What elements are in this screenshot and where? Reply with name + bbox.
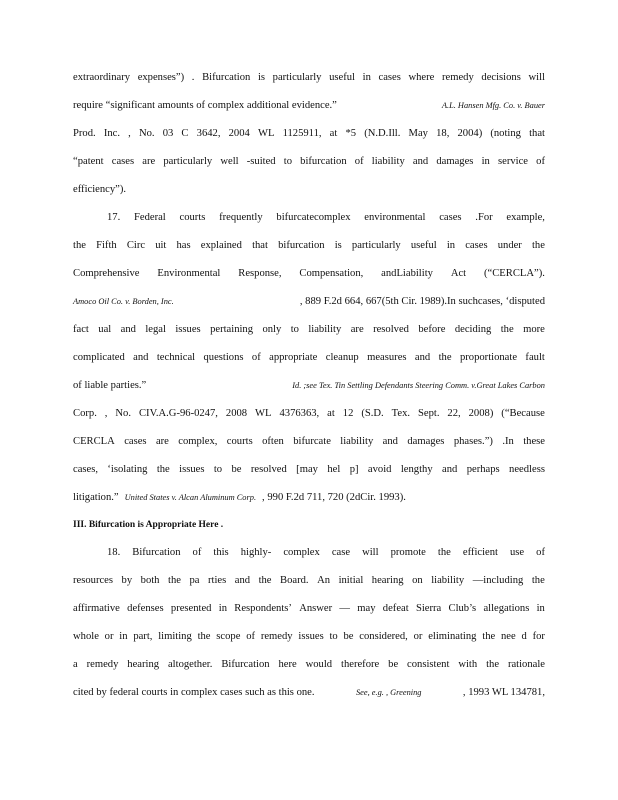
word: -suited <box>246 156 276 167</box>
word: these <box>523 436 545 447</box>
word: useful <box>329 72 355 83</box>
word: “patent <box>73 156 104 167</box>
word: that <box>252 240 268 251</box>
case-citation: See, e.g. , Greening <box>355 688 422 697</box>
word: needless <box>509 464 545 475</box>
word: the <box>531 240 545 251</box>
word: remedy <box>86 659 119 670</box>
word: case <box>331 547 351 558</box>
word: deciding <box>454 324 492 335</box>
word: cleanup <box>325 352 359 363</box>
word: cases <box>439 212 462 223</box>
word: Bifurcation <box>221 659 270 670</box>
text-line <box>73 266 545 282</box>
word: pa <box>189 575 200 586</box>
word: [may <box>296 464 318 475</box>
word: Fifth <box>96 240 117 251</box>
word: be <box>343 631 354 642</box>
word: liability <box>340 436 374 447</box>
word: (noting <box>490 128 521 139</box>
word: particularly <box>272 72 322 83</box>
word: expenses”) <box>137 72 185 83</box>
word: Respondents’ <box>234 603 292 614</box>
word: 18, <box>436 128 450 139</box>
word: and <box>120 324 136 335</box>
word: and <box>412 156 429 167</box>
word: defenses <box>127 603 164 614</box>
word: the <box>197 631 211 642</box>
word: be <box>231 464 242 475</box>
word: questions <box>203 352 244 363</box>
word: altogether. <box>167 659 213 670</box>
text-line <box>73 238 545 254</box>
word: andLiability <box>381 268 433 279</box>
word: Bifurcation <box>132 547 181 558</box>
word: uit <box>155 240 167 251</box>
word: liability <box>371 156 405 167</box>
word: may <box>357 603 376 614</box>
word: the <box>500 324 514 335</box>
word: cases <box>124 436 147 447</box>
word: cases <box>378 72 401 83</box>
word: and <box>442 464 458 475</box>
word: extraordinary <box>73 72 131 83</box>
word: avoid <box>367 464 392 475</box>
word: with <box>458 659 478 670</box>
word: cases, <box>73 464 98 475</box>
word: Club’s <box>448 603 477 614</box>
word: in <box>446 240 456 251</box>
word: hel <box>327 464 341 475</box>
word: . <box>191 72 195 83</box>
word: well <box>220 156 239 167</box>
word: will <box>528 72 545 83</box>
word: and <box>133 352 149 363</box>
section-heading-text: III. Bifurcation is Appropriate Here . <box>73 520 224 530</box>
word: and <box>382 436 398 447</box>
word: service <box>498 156 528 167</box>
word: 2004) <box>457 128 483 139</box>
paragraph-18-start <box>107 545 545 561</box>
word: 1125911, <box>282 128 322 139</box>
word: resolved <box>250 464 287 475</box>
word: An <box>317 575 331 586</box>
word: presented <box>170 603 212 614</box>
word: the <box>258 575 272 586</box>
text-run: , 889 F.2d 664, 667(5th Cir. 1989).In suchcases, ‘disputed <box>299 296 545 307</box>
word: fact <box>73 324 89 335</box>
text-line <box>73 490 545 506</box>
text-line <box>73 154 545 170</box>
word: and <box>234 575 251 586</box>
word: has <box>176 240 191 251</box>
word: under <box>497 240 522 251</box>
word: at <box>329 128 338 139</box>
word: are <box>350 324 364 335</box>
word: eliminating <box>428 631 477 642</box>
word: of <box>246 631 256 642</box>
word: pertaining <box>210 324 254 335</box>
word: Federal <box>133 212 166 223</box>
word: .In <box>502 436 514 447</box>
word: here <box>278 659 297 670</box>
text-run: , 990 F.2d 711, 720 (2dCir. 1993). <box>262 492 406 503</box>
word: ual <box>98 324 112 335</box>
word: Circ <box>126 240 146 251</box>
text-line <box>73 98 545 114</box>
word: damages <box>407 436 445 447</box>
word: measures <box>367 352 407 363</box>
word: would <box>305 659 333 670</box>
word: to <box>290 324 299 335</box>
word: of <box>251 352 261 363</box>
word: Corp. <box>73 408 97 419</box>
word: *5 <box>345 128 357 139</box>
word: Environmental <box>157 268 221 279</box>
word: or <box>413 631 423 642</box>
word: courts <box>226 436 253 447</box>
word: —including <box>472 575 524 586</box>
word: liability <box>431 575 465 586</box>
word: No. <box>115 408 132 419</box>
paragraph-17-start <box>107 210 545 226</box>
word: the <box>482 631 496 642</box>
word: therefore <box>341 659 380 670</box>
word: WL <box>255 408 272 419</box>
word: be <box>388 659 399 670</box>
word: bifurcation <box>278 240 325 251</box>
word: (“CERCLA”). <box>484 268 545 279</box>
word: C <box>181 128 189 139</box>
word: Prod. <box>73 128 96 139</box>
word: use <box>510 547 525 558</box>
word: Answer <box>299 603 333 614</box>
word: that <box>529 128 545 139</box>
word: limiting <box>158 631 192 642</box>
word: of <box>192 547 202 558</box>
word: for <box>532 631 545 642</box>
word: affirmative <box>73 603 120 614</box>
word: hearing <box>127 659 160 670</box>
word: p] <box>349 464 359 475</box>
word: .For <box>475 212 493 223</box>
word: this <box>213 547 229 558</box>
word: more <box>523 324 545 335</box>
word: resources <box>73 575 114 586</box>
word: (S.D. <box>361 408 384 419</box>
word: bifurcation <box>300 156 347 167</box>
word: (N.D.Ill. <box>364 128 401 139</box>
section-heading <box>73 517 545 533</box>
text-line <box>73 182 545 198</box>
word: environmental <box>364 212 426 223</box>
word: technical <box>156 352 196 363</box>
text-line <box>73 350 545 366</box>
word: d <box>521 631 527 642</box>
word: at <box>327 408 335 419</box>
word: the <box>486 659 500 670</box>
word: bifurcatecomplex <box>276 212 351 223</box>
word: Comprehensive <box>73 268 140 279</box>
word: resolved <box>373 324 409 335</box>
word: in <box>536 603 545 614</box>
text-line <box>73 406 545 422</box>
word: promote <box>390 547 426 558</box>
word: to <box>213 464 223 475</box>
word: issues <box>298 631 324 642</box>
word: are <box>142 156 156 167</box>
word: useful <box>410 240 437 251</box>
word: decisions <box>481 72 521 83</box>
word: often <box>262 436 284 447</box>
word: 2008) <box>468 408 494 419</box>
word: proportionate <box>459 352 518 363</box>
word: 18. <box>107 547 121 558</box>
word: by <box>121 575 133 586</box>
word: complex, <box>178 436 218 447</box>
word: 17. <box>107 212 121 223</box>
word: cases <box>111 156 135 167</box>
word: will <box>362 547 379 558</box>
word: on <box>412 575 423 586</box>
word: in <box>481 156 490 167</box>
word: No. <box>138 128 155 139</box>
word: CIV.A.G-96-0247, <box>138 408 218 419</box>
word: where <box>408 72 435 83</box>
word: Sierra <box>415 603 442 614</box>
word: , <box>104 408 108 419</box>
word: initial <box>338 575 364 586</box>
text-line <box>73 685 545 701</box>
case-citation: Id. ;see Tex. Tin Settling Defendants Steering Comm. v.Great Lakes Carbon <box>292 381 545 390</box>
word: only <box>262 324 282 335</box>
word: defeat <box>382 603 409 614</box>
word: perhaps <box>466 464 500 475</box>
word: cases <box>465 240 488 251</box>
word: in <box>362 72 371 83</box>
word: Response, <box>238 268 282 279</box>
text-line <box>73 629 545 645</box>
word: May <box>408 128 428 139</box>
word: particularly <box>163 156 213 167</box>
case-citation: A.L. Hansen Mfg. Co. v. Bauer <box>441 101 545 110</box>
word: 12 <box>342 408 354 419</box>
text-line <box>73 126 545 142</box>
word: is <box>257 72 266 83</box>
word: explained <box>200 240 242 251</box>
word: 4376363, <box>279 408 320 419</box>
text-run: litigation.” <box>73 492 119 503</box>
word: — <box>339 603 351 614</box>
word: phases.”) <box>453 436 493 447</box>
word: damages <box>436 156 474 167</box>
word: rationale <box>507 659 545 670</box>
word: the <box>438 352 452 363</box>
word: scope <box>216 631 241 642</box>
text-run: efficiency”). <box>73 184 127 195</box>
word: 3642, <box>196 128 221 139</box>
text-run: , 1993 WL 134781, <box>462 687 545 698</box>
text-line <box>73 294 545 310</box>
word: of <box>536 156 545 167</box>
word: in <box>218 603 227 614</box>
word: Act <box>450 268 467 279</box>
case-citation: Amoco Oil Co. v. Borden, Inc. <box>73 297 174 306</box>
text-line <box>73 322 545 338</box>
word: Board. <box>280 575 309 586</box>
word: considered, <box>359 631 408 642</box>
word: allegations <box>483 603 530 614</box>
word: 03 <box>162 128 174 139</box>
word: issues <box>175 324 201 335</box>
word: a <box>73 659 78 670</box>
word: to <box>329 631 338 642</box>
word: of <box>354 156 364 167</box>
word: of <box>536 547 545 558</box>
text-line <box>73 462 545 478</box>
word: in <box>119 631 128 642</box>
word: issues <box>179 464 205 475</box>
word: , <box>128 128 131 139</box>
word: the <box>73 240 86 251</box>
word: efficient <box>462 547 498 558</box>
word: CERCLA <box>73 436 115 447</box>
text-run: require “significant amounts of complex additional evidence.” <box>73 100 337 111</box>
word: courts <box>179 212 206 223</box>
word: remedy <box>442 72 474 83</box>
word: and <box>414 352 431 363</box>
word: (“Because <box>501 408 545 419</box>
word: liability <box>308 324 342 335</box>
word: fault <box>525 352 545 363</box>
word: appropriate <box>269 352 318 363</box>
word: legal <box>145 324 166 335</box>
word: complex <box>283 547 320 558</box>
word: are <box>155 436 169 447</box>
word: to <box>283 156 292 167</box>
text-line <box>73 657 545 673</box>
text-line <box>73 601 545 617</box>
word: particularly <box>351 240 401 251</box>
word: rties <box>207 575 227 586</box>
word: 2008 <box>225 408 248 419</box>
word: the <box>531 575 545 586</box>
word: WL <box>257 128 275 139</box>
word: nee <box>501 631 516 642</box>
word: part, <box>133 631 153 642</box>
word: bifurcate <box>293 436 331 447</box>
word: complicated <box>73 352 125 363</box>
case-citation: United States v. Alcan Aluminum Corp. <box>124 493 257 502</box>
word: Sept. <box>417 408 440 419</box>
word: Compensation, <box>299 268 364 279</box>
word: the <box>168 575 181 586</box>
word: lengthy <box>400 464 433 475</box>
word: the <box>156 464 170 475</box>
word: highly- <box>240 547 272 558</box>
word: whole <box>73 631 99 642</box>
word: is <box>334 240 342 251</box>
word: both <box>140 575 160 586</box>
text-run: of liable parties.” <box>73 380 147 391</box>
word: 22, <box>447 408 461 419</box>
word: before <box>418 324 446 335</box>
text-line <box>73 70 545 86</box>
text-line <box>73 573 545 589</box>
word: 2004 <box>228 128 250 139</box>
text-line <box>73 434 545 450</box>
word: ‘isolating <box>107 464 148 475</box>
text-line <box>73 378 545 394</box>
word: the <box>437 547 451 558</box>
word: Inc. <box>103 128 120 139</box>
word: Bifurcation <box>202 72 251 83</box>
word: consistent <box>407 659 450 670</box>
word: or <box>104 631 114 642</box>
text-run: cited by federal courts in complex cases such as this one. <box>73 687 315 698</box>
word: hearing <box>371 575 404 586</box>
word: example, <box>506 212 545 223</box>
word: Tex. <box>391 408 411 419</box>
word: frequently <box>219 212 263 223</box>
word: remedy <box>260 631 293 642</box>
